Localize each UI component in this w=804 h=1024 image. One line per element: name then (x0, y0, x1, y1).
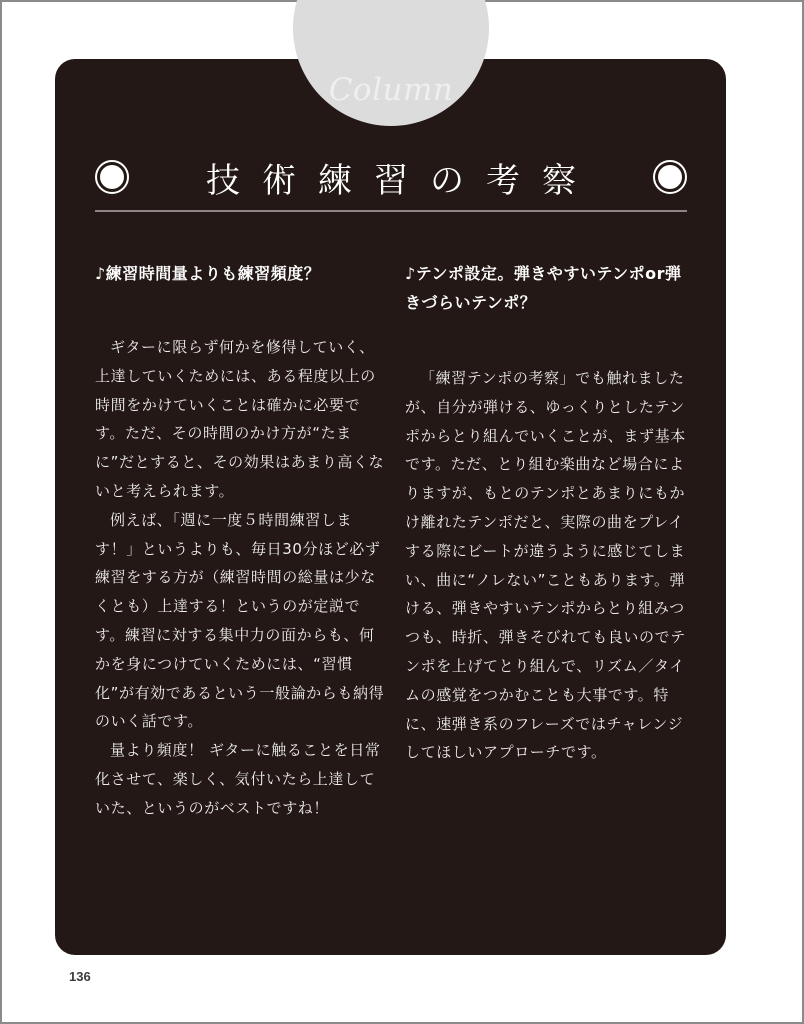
section-body (95, 333, 385, 823)
paragraph: 例えば、「週に一度５時間練習します！」というよりも、毎日30分ほど必ず練習をする方が（練習時間の総量は少なくとも）上達する！というのが定説です。練習に対する集中力の面からも、何かを身につけていくためには、“習慣化”が有効であるという一般論からも納得のいく話です。 (95, 510, 385, 731)
section-heading: ♪練習時間量よりも練習頻度？ (95, 264, 321, 283)
column-title-row (95, 155, 687, 199)
column-panel (55, 59, 726, 955)
title-divider (95, 210, 687, 212)
paragraph: 「練習テンポの考察」でも触れましたが、自分が弾ける、ゆっくりとしたテンポからとり組んでいくことが、まず基本です。ただ、とり組む楽曲など場合によりますが、もとのテンポとあまりにもかけ離れたテンポだと、実際の曲をプレイする際にビートが違うように感じてしまい、曲に“ノレない”こともあります。弾ける、弾きやすいテンポからとり組みつつも、時折、弾きそびれても良いのでテンポを上げてとり組んで、リズム／タイムの感覚をつかむことも大事です。特に、速弾き系のフレーズではチャレンジしてほしいアプローチです。 (405, 369, 686, 762)
column-left (95, 259, 385, 823)
column-title: 技術練習の考察 (206, 160, 598, 201)
paragraph: 量より頻度！ ギターに触ることを日常化させて、楽しく、気付いたら上達していた、というのがベストですね！ (95, 741, 381, 817)
double-circle-icon (95, 160, 129, 194)
column-badge-label: Column (328, 72, 454, 108)
paragraph: ギターに限らず何かを修得していく、上達していくためには、ある程度以上の時間をかけていくことは確かに必要です。ただ、その時間のかけ方が“たまに”だとすると、その効果はあまり高くないと考えられます。 (95, 338, 385, 500)
section-heading: ♪テンポ設定。弾きやすいテンポor弾きづらいテンポ？ (405, 264, 682, 312)
column-right (405, 259, 697, 767)
page-number: 136 (69, 969, 91, 984)
section-body (405, 364, 697, 767)
double-circle-icon (653, 160, 687, 194)
